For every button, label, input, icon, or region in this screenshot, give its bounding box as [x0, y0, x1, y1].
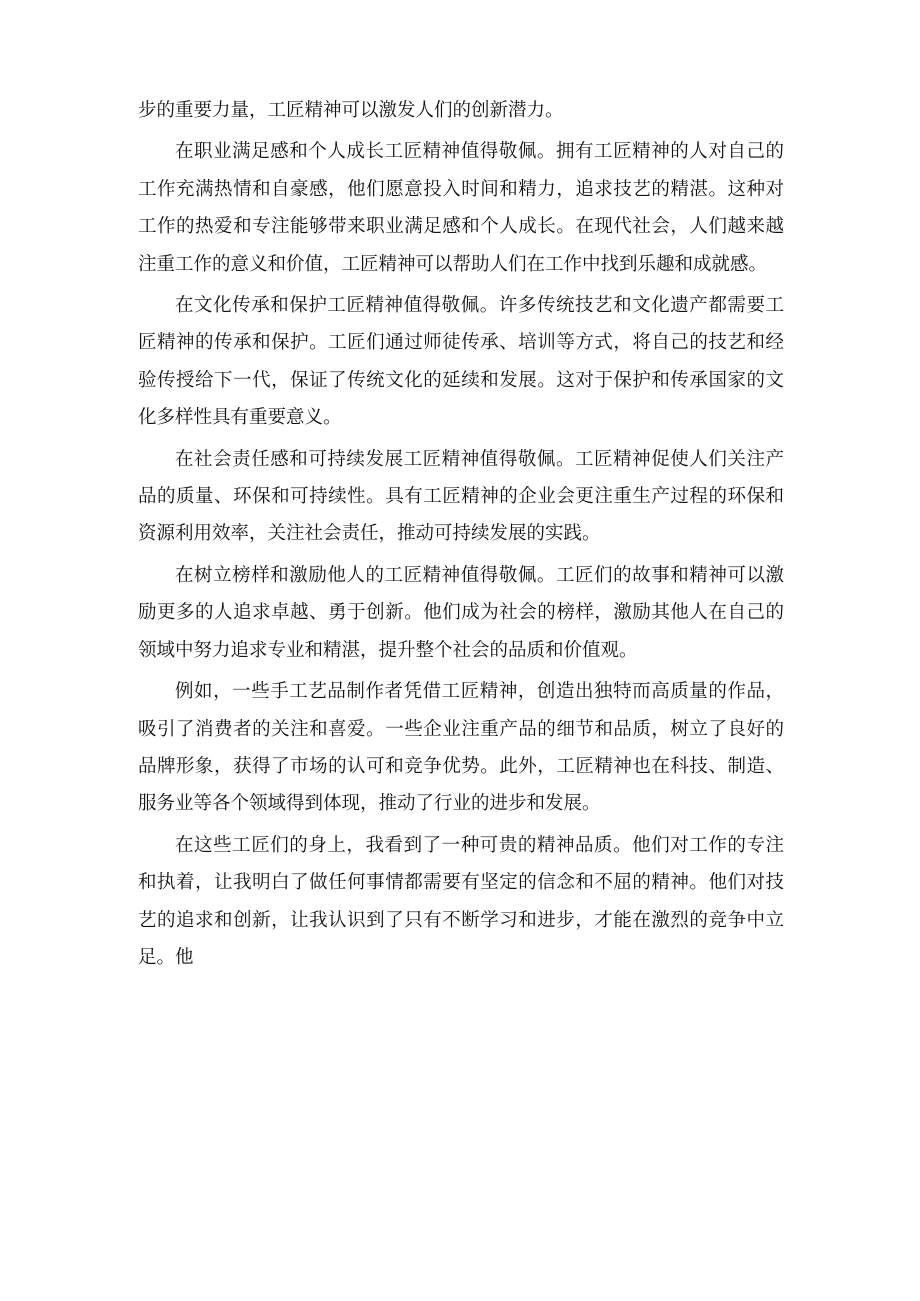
paragraph-examples: 例如，一些手工艺品制作者凭借工匠精神，创造出独特而高质量的作品，吸引了消费者的关注和喜爱。一些企业注重产品的细节和品质，树立了良好的品牌形象，获得了市场的认可和竞争优势。此外，工匠精神也在科技、制造、服务业等各个领域得到体现，推动了行业的进步和发展。: [138, 681, 784, 815]
paragraph-cultural-heritage: 在文化传承和保护工匠精神值得敬佩。许多传统技艺和文化遗产都需要工匠精神的传承和保护。工匠们通过师徒传承、培训等方式，将自己的技艺和经验传授给下一代，保证了传统文化的延续和发展。这对于保护和传承国家的文化多样性具有重要意义。: [138, 295, 784, 429]
paragraph-continued: 步的重要力量，工匠精神可以激发人们的创新潜力。: [138, 100, 564, 121]
paragraph-social-responsibility: 在社会责任感和可持续发展工匠精神值得敬佩。工匠精神促使人们关注产品的质量、环保和可持续性。具有工匠精神的企业会更注重生产过程的环保和资源利用效率，关注社会责任，推动可持续发展的实践。: [138, 448, 784, 545]
paragraph-personal-reflection: 在这些工匠们的身上，我看到了一种可贵的精神品质。他们对工作的专注和执着，让我明白了做任何事情都需要有坚定的信念和不屈的精神。他们对技艺的追求和创新，让我认识到了只有不断学习和进步，才能在激烈的竞争中立足。他: [138, 834, 784, 968]
paragraph-role-model: 在树立榜样和激励他人的工匠精神值得敬佩。工匠们的故事和精神可以激励更多的人追求卓越、勇于创新。他们成为社会的榜样，激励其他人在自己的领域中努力追求专业和精湛，提升整个社会的品质和价值观。: [138, 564, 784, 661]
document-body: [138, 92, 784, 980]
paragraph-career-satisfaction: 在职业满足感和个人成长工匠精神值得敬佩。拥有工匠精神的人对自己的工作充满热情和自豪感，他们愿意投入时间和精力，追求技艺的精湛。这种对工作的热爱和专注能够带来职业满足感和个人成长。在现代社会，人们越来越注重工作的意义和价值，工匠精神可以帮助人们在工作中找到乐趣和成就感。: [138, 141, 784, 275]
